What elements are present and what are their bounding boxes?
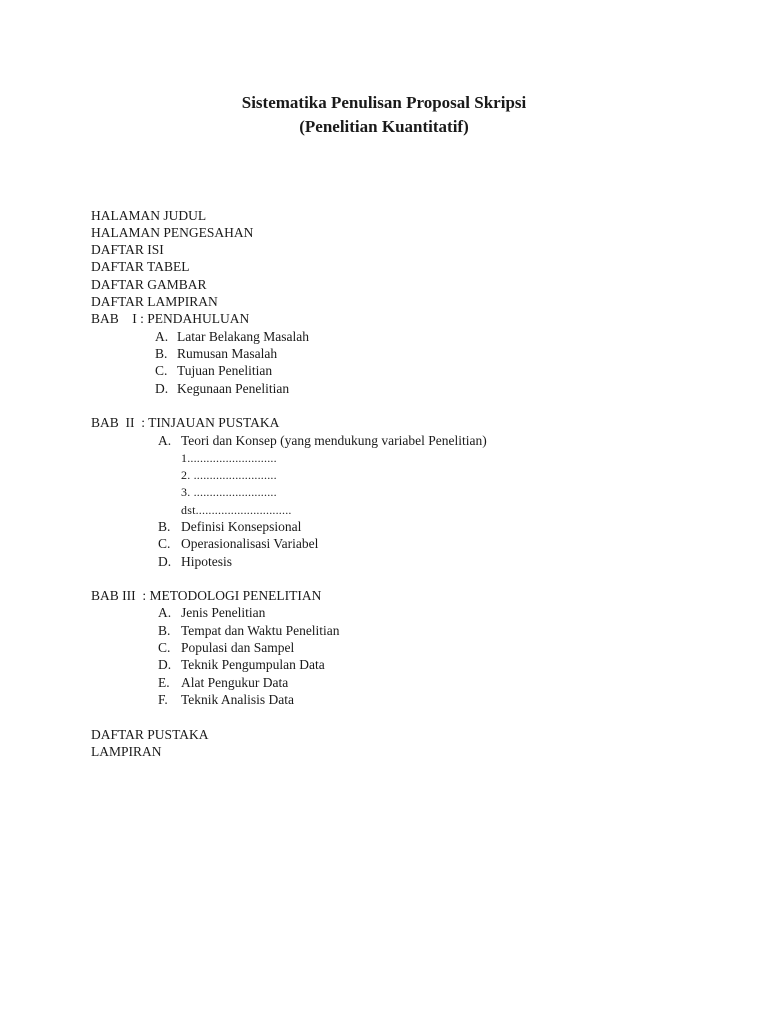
sub-list-item: dst.............................. bbox=[181, 503, 292, 517]
chapter-heading-bab3: BAB III : METODOLOGI PENELITIAN bbox=[91, 588, 322, 603]
list-item bbox=[158, 674, 288, 691]
list-text: Populasi dan Sampel bbox=[181, 640, 295, 655]
list-marker: C. bbox=[155, 363, 168, 378]
list-marker: B. bbox=[155, 346, 168, 361]
list-text: Teknik Pengumpulan Data bbox=[181, 657, 325, 672]
list-marker: A. bbox=[158, 433, 172, 448]
list-text: Alat Pengukur Data bbox=[181, 675, 289, 690]
list-marker: C. bbox=[158, 640, 171, 655]
front-matter-item: DAFTAR TABEL bbox=[91, 259, 190, 274]
document-subtitle: (Penelitian Kuantitatif) bbox=[299, 117, 469, 136]
list-item bbox=[158, 691, 294, 708]
back-matter-item: DAFTAR PUSTAKA bbox=[91, 727, 209, 742]
list-marker: A. bbox=[158, 605, 172, 620]
list-marker: A. bbox=[155, 329, 169, 344]
front-matter-item: DAFTAR GAMBAR bbox=[91, 277, 207, 292]
list-item bbox=[158, 604, 265, 621]
list-item bbox=[155, 328, 309, 345]
list-text: Rumusan Masalah bbox=[177, 346, 278, 361]
list-marker: B. bbox=[158, 623, 171, 638]
list-item bbox=[155, 345, 277, 362]
list-marker: B. bbox=[158, 519, 171, 534]
back-matter-item: LAMPIRAN bbox=[91, 744, 162, 759]
list-marker: D. bbox=[158, 554, 172, 569]
list-item bbox=[158, 622, 340, 639]
list-text: Kegunaan Penelitian bbox=[177, 381, 290, 396]
list-item bbox=[158, 656, 325, 673]
sub-list-item: 1............................ bbox=[181, 451, 277, 465]
list-text: Operasionalisasi Variabel bbox=[181, 536, 319, 551]
list-text: Hipotesis bbox=[181, 554, 233, 569]
sub-list-item: 2. .......................... bbox=[181, 468, 277, 482]
list-text: Teori dan Konsep (yang mendukung variabel Penelitian) bbox=[181, 433, 487, 448]
list-item bbox=[158, 553, 232, 570]
front-matter-item: DAFTAR LAMPIRAN bbox=[91, 294, 218, 309]
list-item bbox=[158, 535, 318, 552]
chapter-heading-bab2: BAB II : TINJAUAN PUSTAKA bbox=[91, 415, 280, 430]
list-item bbox=[158, 518, 301, 535]
front-matter-item: HALAMAN PENGESAHAN bbox=[91, 225, 254, 240]
front-matter-item: HALAMAN JUDUL bbox=[91, 208, 207, 223]
list-text: Jenis Penelitian bbox=[181, 605, 266, 620]
list-text: Tempat dan Waktu Penelitian bbox=[181, 623, 340, 638]
list-marker: F. bbox=[158, 692, 168, 707]
sub-list-item: 3. .......................... bbox=[181, 485, 277, 499]
list-marker: E. bbox=[158, 675, 170, 690]
list-marker: D. bbox=[158, 657, 172, 672]
list-item bbox=[158, 432, 487, 449]
list-text: Definisi Konsepsional bbox=[181, 519, 302, 534]
front-matter-item: DAFTAR ISI bbox=[91, 242, 164, 257]
list-marker: C. bbox=[158, 536, 171, 551]
list-text: Tujuan Penelitian bbox=[177, 363, 273, 378]
document-title: Sistematika Penulisan Proposal Skripsi bbox=[241, 93, 527, 112]
list-item bbox=[155, 362, 272, 379]
list-text: Teknik Analisis Data bbox=[181, 692, 295, 707]
chapter-heading-bab1: BAB I : PENDAHULUAN bbox=[91, 311, 250, 326]
list-text: Latar Belakang Masalah bbox=[177, 329, 309, 344]
list-item bbox=[155, 380, 289, 397]
list-item bbox=[158, 639, 294, 656]
list-marker: D. bbox=[155, 381, 169, 396]
